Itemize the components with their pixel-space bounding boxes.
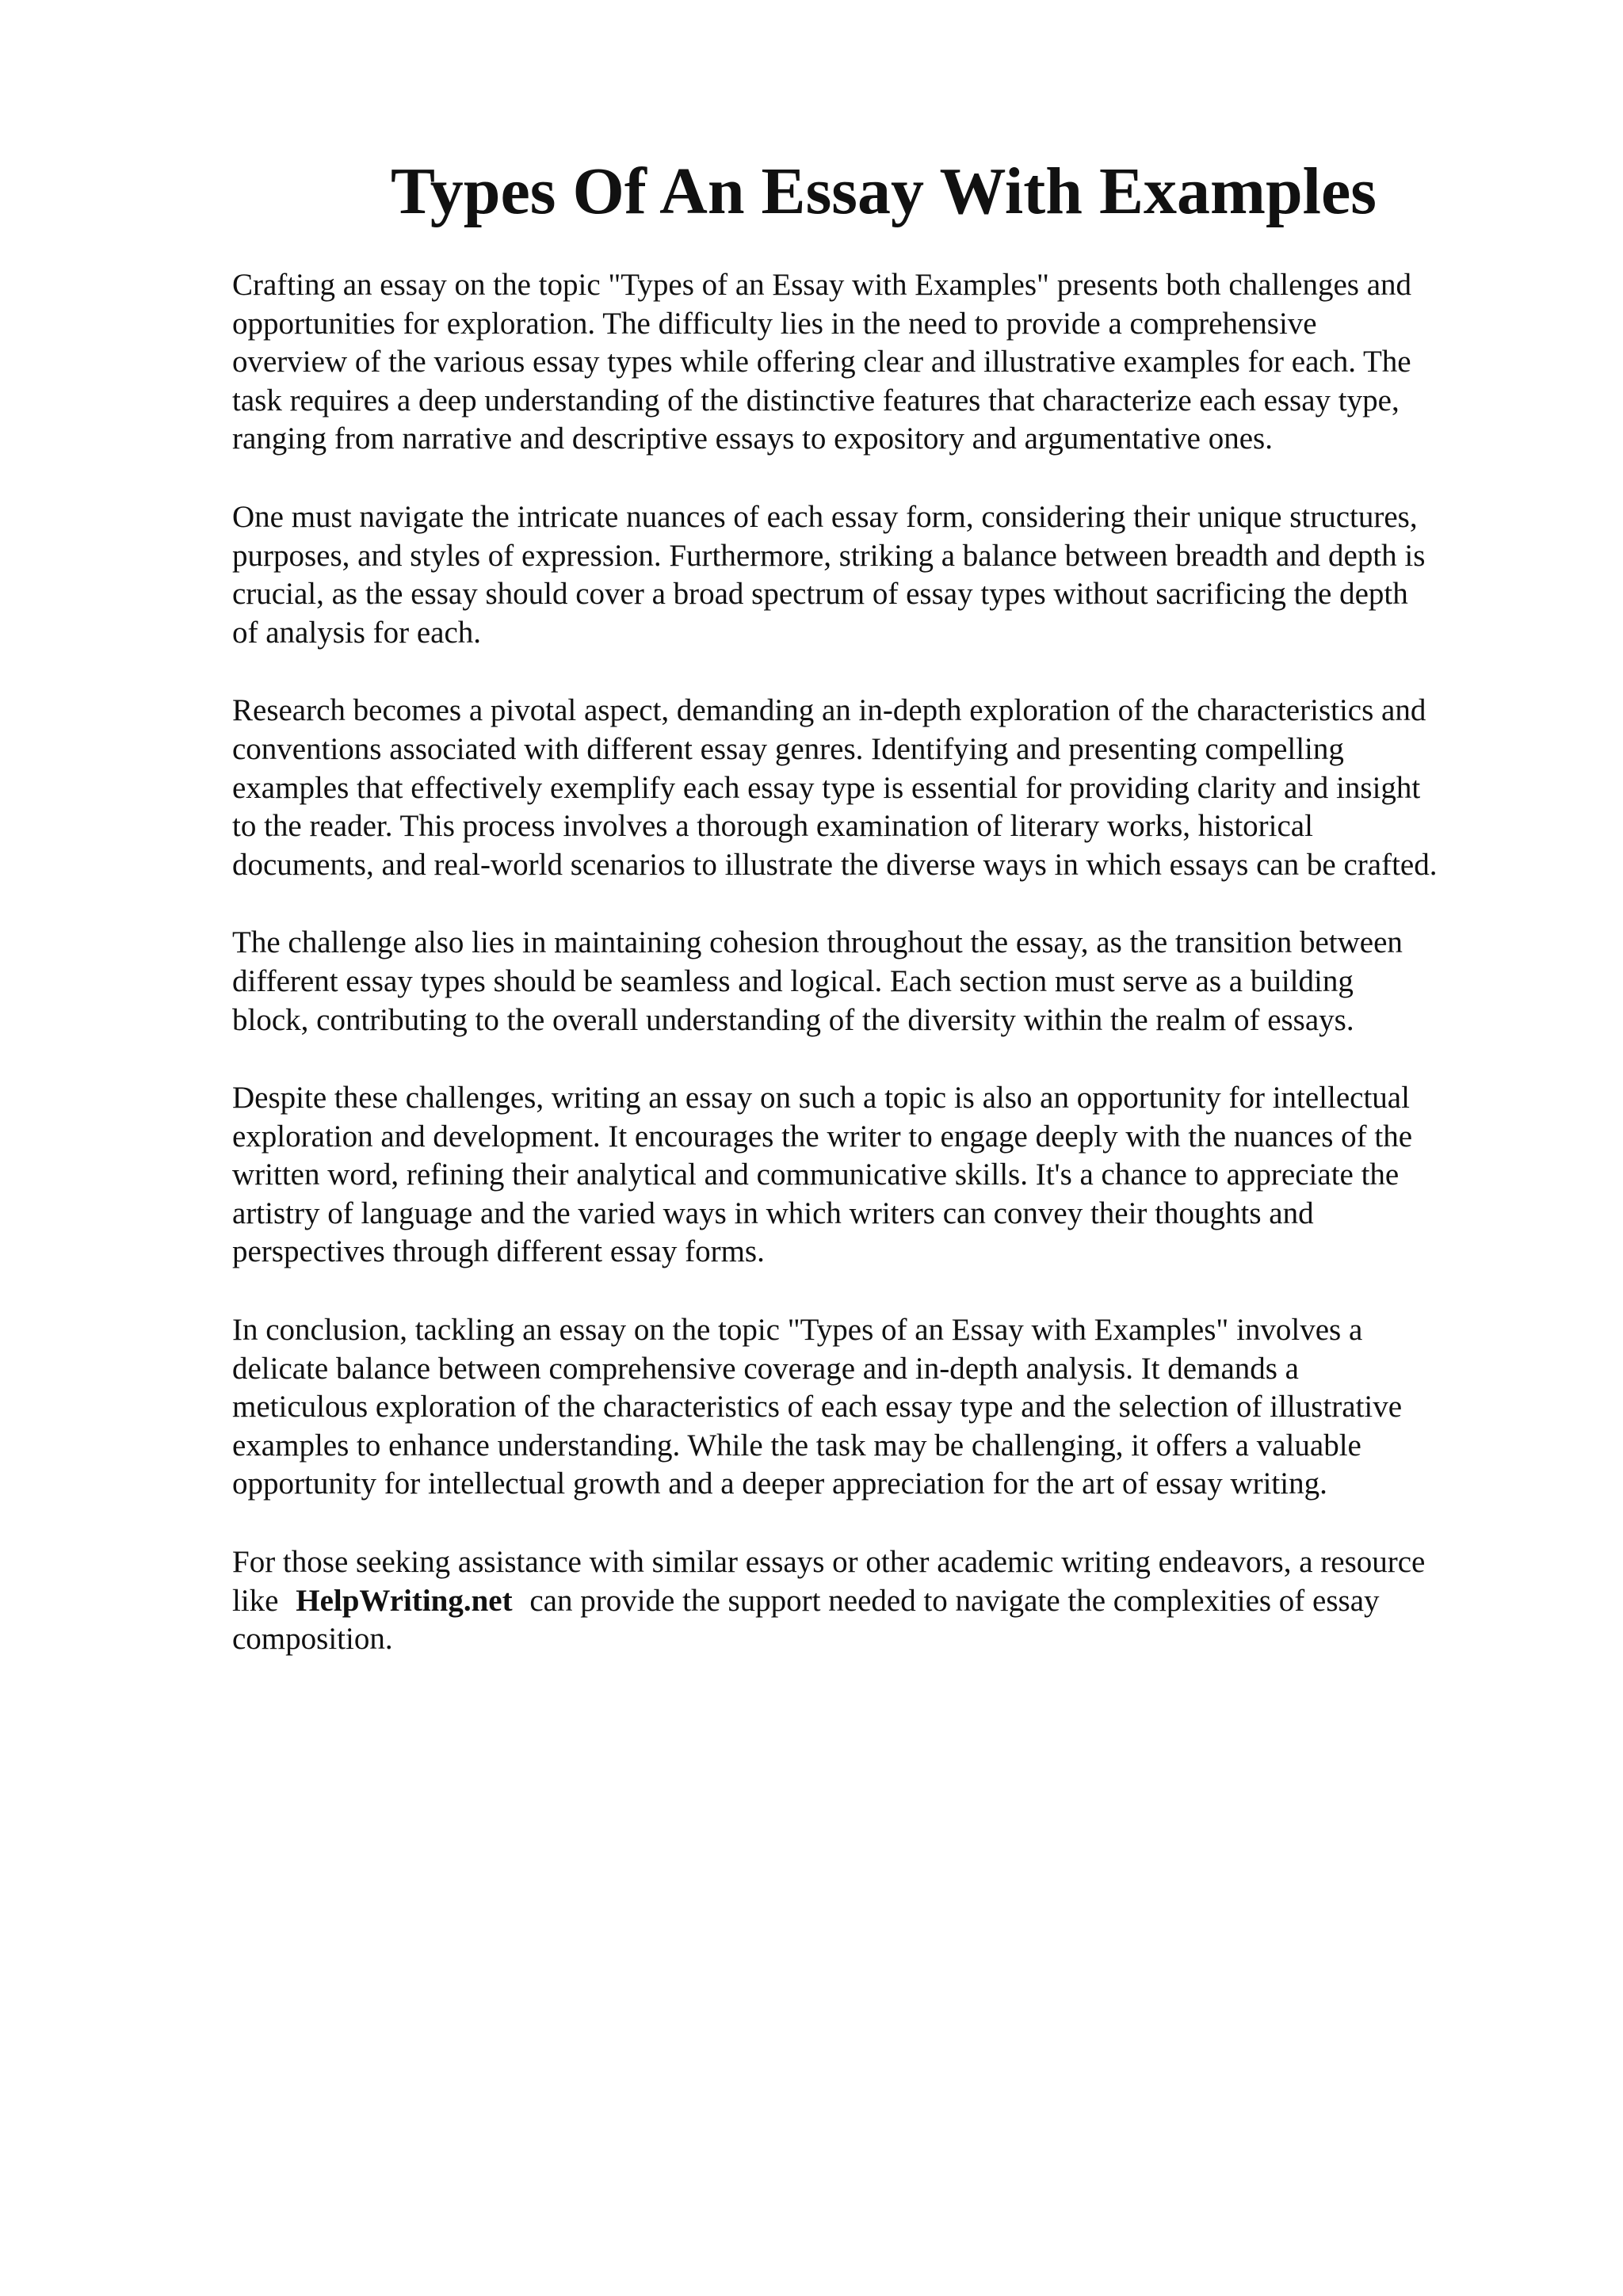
text-line: purposes, and styles of expression. Furthermore, striking a balance between breadth and depth is xyxy=(232,538,1426,573)
text-fragment: like xyxy=(232,1583,279,1618)
text-line: documents, and real-world scenarios to illustrate the diverse ways in which essays can be crafted. xyxy=(232,847,1438,882)
text-line: One must navigate the intricate nuances of each essay form, considering their unique structures, xyxy=(232,499,1418,534)
text-line: The challenge also lies in maintaining cohesion throughout the essay, as the transition between xyxy=(232,925,1403,960)
text-line: conventions associated with different essay genres. Identifying and presenting compelling xyxy=(232,731,1344,766)
text-line: Despite these challenges, writing an essay on such a topic is also an opportunity for intellectual xyxy=(232,1081,1410,1116)
text-line: For those seeking assistance with similar essays or other academic writing endeavors, a resource xyxy=(232,1545,1426,1580)
text-line: opportunity for intellectual growth and a deeper appreciation for the art of essay writing. xyxy=(232,1466,1327,1501)
paragraph-2 xyxy=(232,498,1532,652)
text-line-with-link xyxy=(232,1582,1532,1621)
text-line: examples that effectively exemplify each essay type is essential for providing clarity and insight xyxy=(232,770,1421,805)
text-line: opportunities for exploration. The difficulty lies in the need to provide a comprehensive xyxy=(232,306,1317,341)
paragraph-4 xyxy=(232,924,1532,1039)
text-line: task requires a deep understanding of the distinctive features that characterize each essay type, xyxy=(232,383,1400,418)
text-line: exploration and development. It encourages the writer to engage deeply with the nuances of the xyxy=(232,1119,1413,1154)
document-title: Types Of An Essay With Examples xyxy=(391,154,1377,228)
text-line: block, contributing to the overall understanding of the diversity within the realm of essays. xyxy=(232,1002,1354,1037)
text-line: perspectives through different essay forms. xyxy=(232,1234,765,1269)
paragraph-6 xyxy=(232,1311,1532,1504)
text-fragment: can provide the support needed to navigate the complexities of essay xyxy=(529,1583,1380,1618)
text-line: different essay types should be seamless and logical. Each section must serve as a building xyxy=(232,963,1354,998)
text-line: In conclusion, tackling an essay on the topic "Types of an Essay with Examples" involves a xyxy=(232,1313,1363,1348)
text-line: examples to enhance understanding. While the task may be challenging, it offers a valuable xyxy=(232,1428,1361,1463)
text-line: written word, refining their analytical and communicative skills. It's a chance to appreciate the xyxy=(232,1158,1400,1192)
paragraph-1 xyxy=(232,266,1532,459)
text-line: ranging from narrative and descriptive essays to expository and argumentative ones. xyxy=(232,421,1273,456)
text-line: to the reader. This process involves a thorough examination of literary works, historical xyxy=(232,809,1313,844)
text-line: artistry of language and the varied ways in which writers can convey their thoughts and xyxy=(232,1196,1314,1230)
text-line: composition. xyxy=(232,1622,393,1657)
document-body xyxy=(232,266,1532,1699)
text-line: meticulous exploration of the characteristics of each essay type and the selection of illustrative xyxy=(232,1390,1403,1425)
text-line: overview of the various essay types while offering clear and illustrative examples for each. The xyxy=(232,345,1411,379)
text-line: Crafting an essay on the topic "Types of an Essay with Examples" presents both challenges and xyxy=(232,268,1411,302)
paragraph-5 xyxy=(232,1079,1532,1272)
text-line: Research becomes a pivotal aspect, demanding an in-depth exploration of the characteristics and xyxy=(232,693,1426,728)
text-line: crucial, as the essay should cover a broad spectrum of essay types without sacrificing the depth xyxy=(232,577,1408,612)
text-line: delicate balance between comprehensive coverage and in-depth analysis. It demands a xyxy=(232,1351,1299,1386)
text-line: of analysis for each. xyxy=(232,615,482,650)
closing-paragraph xyxy=(232,1543,1532,1659)
helpwriting-link[interactable]: HelpWriting.net xyxy=(296,1583,513,1618)
paragraph-3 xyxy=(232,692,1532,884)
